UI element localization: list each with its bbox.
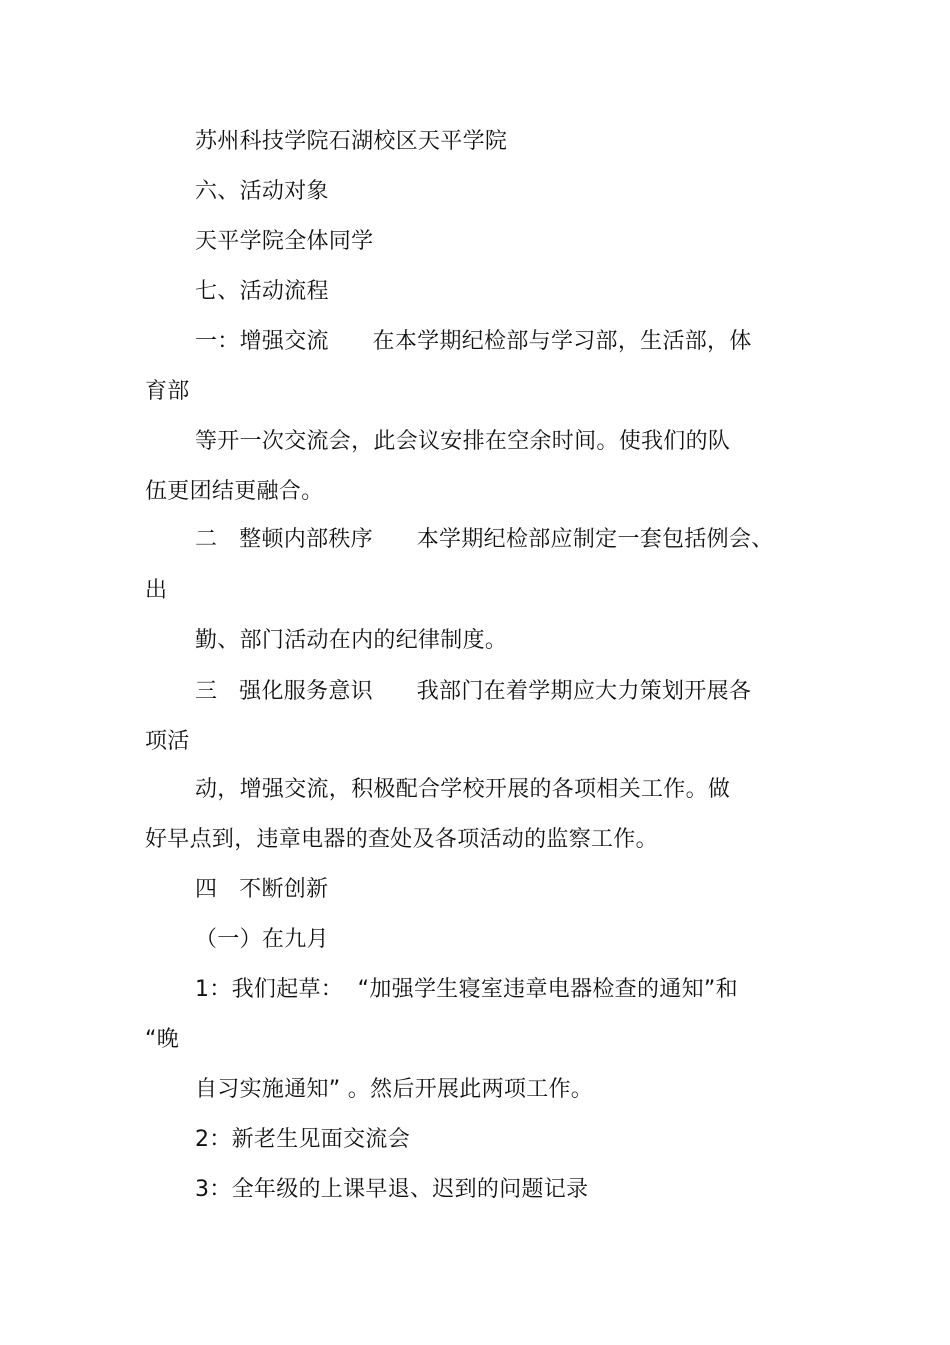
text-line-item-one-end: 伍更团结更融合。	[145, 479, 324, 504]
text-line-september: （一）在九月	[195, 927, 329, 952]
text-line-item-one-wrap: 育部	[145, 379, 190, 404]
text-line-item-four: 四 不断创新	[195, 877, 329, 902]
text-line-step-one-cont: 自习实施通知” 。然后开展此两项工作。	[195, 1077, 594, 1102]
text-line-item-two: 二 整顿内部秩序 本学期纪检部应制定一套包括例会、	[195, 527, 774, 552]
text-line-item-two-cont: 勤、部门活动在内的纪律制度。	[195, 628, 508, 653]
text-line-item-three-cont: 动，增强交流，积极配合学校开展的各项相关工作。做	[195, 777, 731, 802]
heading-activity-target: 六、活动对象	[195, 179, 329, 204]
text-line-item-three: 三 强化服务意识 我部门在着学期应大力策划开展各	[195, 679, 752, 704]
text-line-campus: 苏州科技学院石湖校区天平学院	[195, 129, 508, 154]
text-line-step-one-wrap: “晚	[145, 1027, 179, 1052]
text-line-step-one: 1：我们起草： “加强学生寝室违章电器检查的通知”和	[195, 977, 738, 1002]
text-line-item-one: 一：增强交流 在本学期纪检部与学习部，生活部，体	[195, 329, 752, 354]
text-line-target-students: 天平学院全体同学	[195, 229, 374, 254]
text-line-item-one-cont: 等开一次交流会，此会议安排在空余时间。使我们的队	[195, 429, 731, 454]
text-line-item-three-end: 好早点到，违章电器的查处及各项活动的监察工作。	[145, 827, 658, 852]
text-line-item-three-wrap: 项活	[145, 729, 190, 754]
text-line-step-three: 3：全年级的上课早退、迟到的问题记录	[195, 1177, 589, 1202]
heading-activity-process: 七、活动流程	[195, 279, 329, 304]
text-line-step-two: 2：新老生见面交流会	[195, 1127, 410, 1152]
text-line-item-two-wrap: 出	[145, 578, 168, 603]
